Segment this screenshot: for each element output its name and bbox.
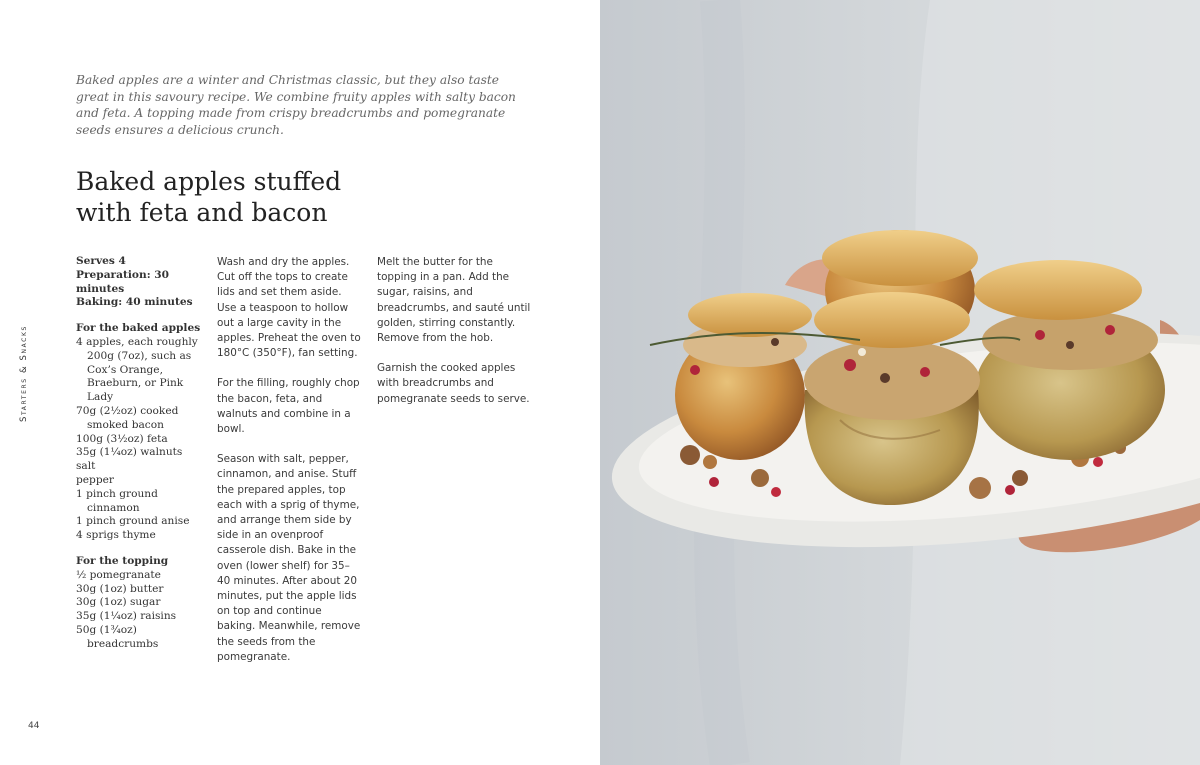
baked-apples-illustration	[600, 0, 1200, 765]
method-step: Wash and dry the apples. Cut off the tops to create lids and set them aside. Use a teaspoon to hollow out a large cavity in the apples. Preheat the oven to 180°C (350°F), fan setting.	[217, 256, 361, 360]
recipe-photo	[600, 0, 1200, 765]
ingredients-column	[76, 255, 211, 652]
method-step: Season with salt, pepper, cinnamon, and anise. Stuff the prepared apples, top each with a sprig of thyme, and arrange them side by side in an ovenproof casserole dish. Bake in the oven (lower shelf) for 35–40 minutes. After about 20 minutes, put the apple lids on top and continue baking. Meanwhile, remove the seeds from the pomegranate.	[217, 453, 361, 663]
ingredient-item: 30g (1oz) butter	[76, 582, 164, 595]
method-column-1	[217, 255, 362, 680]
preparation-time: Preparation: 30 minutes	[76, 268, 170, 295]
ingredient-item: 50g (1¾oz) breadcrumbs	[76, 623, 159, 650]
apple	[974, 260, 1165, 460]
ingredient-item: ½ pomegranate	[76, 568, 161, 581]
method-step: Garnish the cooked apples with breadcrumbs and pomegranate seeds to serve.	[377, 362, 530, 405]
recipe-title	[76, 166, 376, 228]
ingredient-item: 4 sprigs thyme	[76, 529, 156, 542]
ingredient-item: 100g (3½oz) feta	[76, 432, 168, 445]
section-label	[19, 325, 31, 450]
ingredient-item: 1 pinch ground cinnamon	[76, 487, 158, 514]
section-label-text: Starters & Snacks	[19, 325, 29, 422]
page-number: 44	[28, 721, 40, 731]
ingredient-item: 35g (1¼oz) raisins	[76, 610, 177, 623]
method-column-2	[377, 255, 532, 422]
method-step: Melt the butter for the topping in a pan. Add the sugar, raisins, and breadcrumbs, and sauté until golden, stirring constantly. Remove from the hob.	[377, 256, 531, 345]
serves: Serves 4	[76, 255, 126, 267]
ingredient-item: 4 apples, each roughly 200g (7oz), such as Cox’s Orange, Braeburn, or Pink Lady	[76, 335, 198, 404]
title-line-1: Baked apples stuffed	[76, 167, 342, 196]
ingredient-item: 70g (2½oz) cooked smoked bacon	[76, 404, 179, 431]
method-step: For the filling, roughly chop the bacon, feta, and walnuts and combine in a bowl.	[217, 377, 360, 436]
ingredient-item: 30g (1oz) sugar	[76, 596, 161, 609]
ingredient-item: salt	[76, 460, 96, 473]
ingredient-item: 35g (1¼oz) walnuts	[76, 446, 183, 459]
title-line-2: with feta and bacon	[76, 198, 328, 227]
baking-time: Baking: 40 minutes	[76, 296, 193, 309]
baked-apples-heading: For the baked apples	[76, 322, 201, 335]
ingredient-item: pepper	[76, 473, 114, 486]
apple	[804, 292, 980, 505]
topping-heading: For the topping	[76, 554, 169, 567]
recipe-intro: Baked apples are a winter and Christmas classic, but they also taste great in this savoury recipe. We combine fruity apples with salty bacon and feta. A topping made from crispy breadcrumbs and pomegranate seeds ensures a delicious crunch.	[76, 73, 516, 137]
ingredient-item: 1 pinch ground anise	[76, 515, 190, 528]
